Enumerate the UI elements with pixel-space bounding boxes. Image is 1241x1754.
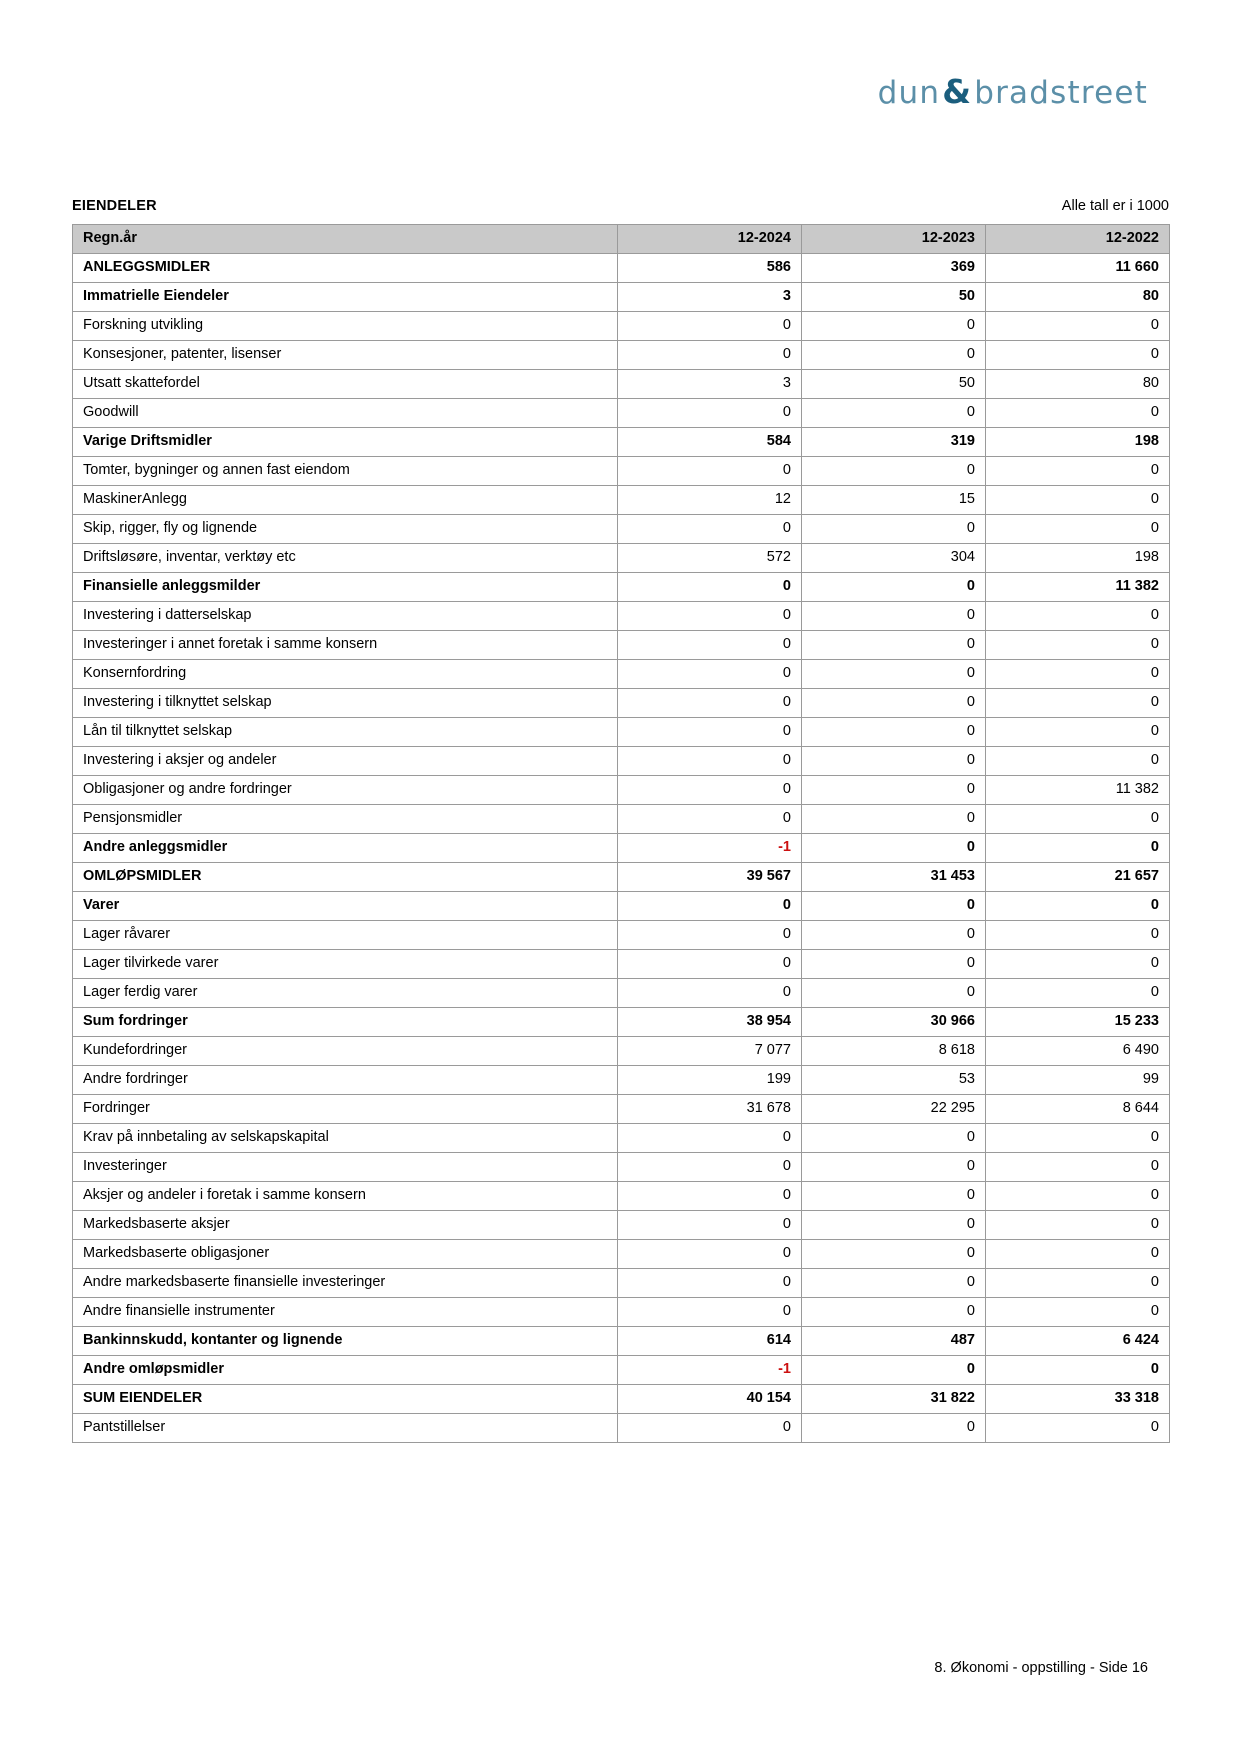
row-value-1: 0 <box>618 341 802 370</box>
row-label: Konsernfordring <box>73 660 618 689</box>
table-row <box>73 573 1170 602</box>
row-value-1: 0 <box>618 573 802 602</box>
table-row <box>73 1095 1170 1124</box>
table-row <box>73 428 1170 457</box>
table-row <box>73 283 1170 312</box>
table-row <box>73 1066 1170 1095</box>
row-value-2: 0 <box>802 776 986 805</box>
row-value-3: 15 233 <box>986 1008 1170 1037</box>
row-value-3: 6 490 <box>986 1037 1170 1066</box>
table-row <box>73 1211 1170 1240</box>
row-value-2: 50 <box>802 370 986 399</box>
row-value-2: 0 <box>802 1240 986 1269</box>
table-row <box>73 805 1170 834</box>
row-value-1: 0 <box>618 1414 802 1443</box>
row-value-2: 0 <box>802 1124 986 1153</box>
row-value-1: 0 <box>618 689 802 718</box>
column-header-year-2: 12-2023 <box>802 225 986 254</box>
row-label: Investeringer i annet foretak i samme konsern <box>73 631 618 660</box>
table-body <box>73 254 1170 1443</box>
units-note: Alle tall er i 1000 <box>1061 198 1169 214</box>
table-row <box>73 1356 1170 1385</box>
table-row <box>73 979 1170 1008</box>
row-value-2: 0 <box>802 457 986 486</box>
row-value-3: 0 <box>986 399 1170 428</box>
row-value-3: 0 <box>986 892 1170 921</box>
table-row <box>73 834 1170 863</box>
table-row <box>73 718 1170 747</box>
row-value-2: 369 <box>802 254 986 283</box>
row-value-2: 0 <box>802 341 986 370</box>
row-value-2: 0 <box>802 1414 986 1443</box>
row-value-2: 0 <box>802 921 986 950</box>
row-value-3: 0 <box>986 1124 1170 1153</box>
row-value-2: 304 <box>802 544 986 573</box>
row-value-3: 0 <box>986 1298 1170 1327</box>
row-label: Andre markedsbaserte finansielle investeringer <box>73 1269 618 1298</box>
row-value-3: 0 <box>986 602 1170 631</box>
row-value-1: 0 <box>618 950 802 979</box>
row-value-2: 0 <box>802 1356 986 1385</box>
row-value-2: 0 <box>802 1269 986 1298</box>
table-row <box>73 1240 1170 1269</box>
row-value-1: 0 <box>618 718 802 747</box>
row-value-2: 0 <box>802 515 986 544</box>
row-value-2: 0 <box>802 631 986 660</box>
row-value-1: 614 <box>618 1327 802 1356</box>
row-value-3: 0 <box>986 834 1170 863</box>
row-value-1: 3 <box>618 283 802 312</box>
row-value-1: 199 <box>618 1066 802 1095</box>
row-value-1: 0 <box>618 457 802 486</box>
table-header-row <box>73 225 1170 254</box>
row-value-1: 0 <box>618 1153 802 1182</box>
table-row <box>73 515 1170 544</box>
row-value-1: 0 <box>618 747 802 776</box>
row-value-3: 0 <box>986 1211 1170 1240</box>
row-value-3: 0 <box>986 921 1170 950</box>
row-value-2: 319 <box>802 428 986 457</box>
table-row <box>73 1008 1170 1037</box>
row-value-1: 0 <box>618 660 802 689</box>
row-value-2: 0 <box>802 1182 986 1211</box>
row-value-1: 0 <box>618 1240 802 1269</box>
row-value-1: -1 <box>618 1356 802 1385</box>
section-header <box>72 198 1169 214</box>
row-value-2: 0 <box>802 312 986 341</box>
row-value-3: 21 657 <box>986 863 1170 892</box>
table-row <box>73 863 1170 892</box>
table-row <box>73 776 1170 805</box>
row-label: Andre omløpsmidler <box>73 1356 618 1385</box>
table-row <box>73 1385 1170 1414</box>
row-value-3: 0 <box>986 747 1170 776</box>
row-value-3: 0 <box>986 718 1170 747</box>
logo-text-bradstreet: bradstreet <box>974 75 1148 111</box>
row-value-2: 0 <box>802 747 986 776</box>
row-value-2: 22 295 <box>802 1095 986 1124</box>
row-label: Andre fordringer <box>73 1066 618 1095</box>
row-value-1: 0 <box>618 1269 802 1298</box>
row-label: Finansielle anleggsmilder <box>73 573 618 602</box>
table-row <box>73 544 1170 573</box>
column-header-year-1: 12-2024 <box>618 225 802 254</box>
table-row <box>73 312 1170 341</box>
row-value-2: 15 <box>802 486 986 515</box>
row-value-1: 7 077 <box>618 1037 802 1066</box>
row-value-1: 572 <box>618 544 802 573</box>
balance-sheet-table <box>72 224 1170 1443</box>
row-value-2: 50 <box>802 283 986 312</box>
row-value-3: 0 <box>986 1240 1170 1269</box>
row-value-2: 0 <box>802 892 986 921</box>
row-label: Varige Driftsmidler <box>73 428 618 457</box>
row-label: Fordringer <box>73 1095 618 1124</box>
row-value-1: 0 <box>618 631 802 660</box>
row-value-2: 0 <box>802 399 986 428</box>
row-label: SUM EIENDELER <box>73 1385 618 1414</box>
row-value-2: 30 966 <box>802 1008 986 1037</box>
row-label: Immatrielle Eiendeler <box>73 283 618 312</box>
row-value-1: 0 <box>618 1211 802 1240</box>
row-value-3: 0 <box>986 689 1170 718</box>
row-label: Investering i datterselskap <box>73 602 618 631</box>
row-value-3: 0 <box>986 486 1170 515</box>
row-value-3: 11 382 <box>986 573 1170 602</box>
row-value-2: 0 <box>802 805 986 834</box>
table-row <box>73 254 1170 283</box>
row-value-3: 198 <box>986 544 1170 573</box>
table-row <box>73 399 1170 428</box>
row-value-3: 0 <box>986 341 1170 370</box>
row-value-1: 40 154 <box>618 1385 802 1414</box>
table-row <box>73 1327 1170 1356</box>
row-value-2: 0 <box>802 1298 986 1327</box>
row-value-3: 99 <box>986 1066 1170 1095</box>
row-label: ANLEGGSMIDLER <box>73 254 618 283</box>
row-value-2: 0 <box>802 950 986 979</box>
table-row <box>73 631 1170 660</box>
row-value-1: 0 <box>618 1124 802 1153</box>
row-label: Pantstillelser <box>73 1414 618 1443</box>
row-label: Krav på innbetaling av selskapskapital <box>73 1124 618 1153</box>
row-value-1: 3 <box>618 370 802 399</box>
row-value-3: 6 424 <box>986 1327 1170 1356</box>
row-label: Konsesjoner, patenter, lisenser <box>73 341 618 370</box>
row-value-3: 0 <box>986 312 1170 341</box>
row-value-3: 33 318 <box>986 1385 1170 1414</box>
row-value-2: 0 <box>802 689 986 718</box>
row-value-1: 0 <box>618 805 802 834</box>
row-value-1: -1 <box>618 834 802 863</box>
row-label: Pensjonsmidler <box>73 805 618 834</box>
row-value-3: 80 <box>986 370 1170 399</box>
row-value-2: 31 453 <box>802 863 986 892</box>
row-value-1: 0 <box>618 1182 802 1211</box>
row-label: Obligasjoner og andre fordringer <box>73 776 618 805</box>
table-row <box>73 1037 1170 1066</box>
table-row <box>73 921 1170 950</box>
row-value-3: 0 <box>986 515 1170 544</box>
row-value-3: 0 <box>986 1356 1170 1385</box>
column-header-year-3: 12-2022 <box>986 225 1170 254</box>
row-value-1: 0 <box>618 312 802 341</box>
table-row <box>73 341 1170 370</box>
row-value-3: 8 644 <box>986 1095 1170 1124</box>
table-row <box>73 950 1170 979</box>
dun-bradstreet-logo <box>878 72 1148 111</box>
row-value-3: 0 <box>986 457 1170 486</box>
row-value-3: 0 <box>986 631 1170 660</box>
row-value-3: 0 <box>986 805 1170 834</box>
row-value-2: 0 <box>802 660 986 689</box>
row-label: Sum fordringer <box>73 1008 618 1037</box>
row-label: Driftsløsøre, inventar, verktøy etc <box>73 544 618 573</box>
row-label: MaskinerAnlegg <box>73 486 618 515</box>
table-row <box>73 1124 1170 1153</box>
row-label: Skip, rigger, fly og lignende <box>73 515 618 544</box>
row-value-1: 0 <box>618 921 802 950</box>
row-value-1: 0 <box>618 515 802 544</box>
row-value-1: 0 <box>618 892 802 921</box>
row-value-3: 0 <box>986 1269 1170 1298</box>
logo-text-dun: dun <box>877 75 941 111</box>
row-label: Lager råvarer <box>73 921 618 950</box>
table-row <box>73 1269 1170 1298</box>
logo-ampersand: & <box>942 72 973 111</box>
row-label: Bankinnskudd, kontanter og lignende <box>73 1327 618 1356</box>
column-header-label: Regn.år <box>73 225 618 254</box>
row-label: Lager ferdig varer <box>73 979 618 1008</box>
row-value-2: 8 618 <box>802 1037 986 1066</box>
row-label: Tomter, bygninger og annen fast eiendom <box>73 457 618 486</box>
row-label: Lager tilvirkede varer <box>73 950 618 979</box>
row-value-2: 0 <box>802 602 986 631</box>
row-value-2: 31 822 <box>802 1385 986 1414</box>
row-label: Utsatt skattefordel <box>73 370 618 399</box>
row-value-3: 0 <box>986 979 1170 1008</box>
table-row <box>73 1153 1170 1182</box>
row-label: Andre finansielle instrumenter <box>73 1298 618 1327</box>
row-label: Goodwill <box>73 399 618 428</box>
row-value-3: 80 <box>986 283 1170 312</box>
row-value-1: 31 678 <box>618 1095 802 1124</box>
row-label: Investeringer <box>73 1153 618 1182</box>
row-label: Varer <box>73 892 618 921</box>
row-label: Investering i tilknyttet selskap <box>73 689 618 718</box>
row-value-2: 53 <box>802 1066 986 1095</box>
table-row <box>73 1298 1170 1327</box>
table-row <box>73 486 1170 515</box>
table-row <box>73 689 1170 718</box>
section-title: EIENDELER <box>72 198 157 214</box>
row-label: Investering i aksjer og andeler <box>73 747 618 776</box>
row-value-2: 0 <box>802 1211 986 1240</box>
row-value-3: 0 <box>986 1182 1170 1211</box>
row-value-1: 38 954 <box>618 1008 802 1037</box>
row-value-2: 487 <box>802 1327 986 1356</box>
row-label: Markedsbaserte aksjer <box>73 1211 618 1240</box>
row-value-3: 0 <box>986 1414 1170 1443</box>
page-footer: 8. Økonomi - oppstilling - Side 16 <box>934 1660 1148 1676</box>
row-value-3: 198 <box>986 428 1170 457</box>
row-value-2: 0 <box>802 979 986 1008</box>
row-label: Andre anleggsmidler <box>73 834 618 863</box>
row-value-1: 0 <box>618 979 802 1008</box>
table-row <box>73 1182 1170 1211</box>
row-label: Lån til tilknyttet selskap <box>73 718 618 747</box>
row-label: Kundefordringer <box>73 1037 618 1066</box>
row-label: Forskning utvikling <box>73 312 618 341</box>
row-label: Aksjer og andeler i foretak i samme konsern <box>73 1182 618 1211</box>
row-value-2: 0 <box>802 834 986 863</box>
table-row <box>73 370 1170 399</box>
row-value-2: 0 <box>802 573 986 602</box>
table-row <box>73 1414 1170 1443</box>
row-value-3: 0 <box>986 660 1170 689</box>
row-value-2: 0 <box>802 718 986 747</box>
table-row <box>73 660 1170 689</box>
row-value-1: 39 567 <box>618 863 802 892</box>
table-row <box>73 747 1170 776</box>
row-value-3: 0 <box>986 950 1170 979</box>
row-value-1: 0 <box>618 602 802 631</box>
table-row <box>73 892 1170 921</box>
row-label: OMLØPSMIDLER <box>73 863 618 892</box>
row-value-1: 12 <box>618 486 802 515</box>
row-value-1: 0 <box>618 1298 802 1327</box>
row-value-2: 0 <box>802 1153 986 1182</box>
table-row <box>73 602 1170 631</box>
row-label: Markedsbaserte obligasjoner <box>73 1240 618 1269</box>
row-value-1: 586 <box>618 254 802 283</box>
row-value-3: 11 660 <box>986 254 1170 283</box>
table-row <box>73 457 1170 486</box>
row-value-1: 584 <box>618 428 802 457</box>
row-value-3: 0 <box>986 1153 1170 1182</box>
row-value-1: 0 <box>618 776 802 805</box>
row-value-3: 11 382 <box>986 776 1170 805</box>
row-value-1: 0 <box>618 399 802 428</box>
